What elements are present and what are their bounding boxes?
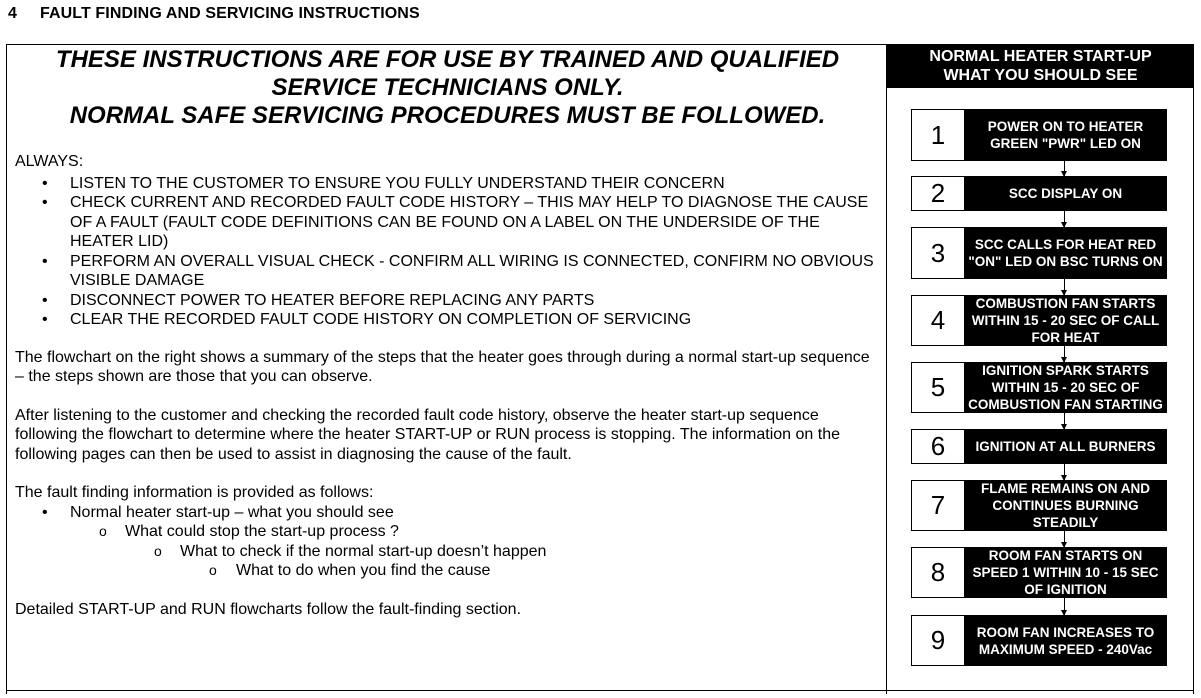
step-number: 8 — [912, 548, 965, 597]
fault-info-list — [15, 503, 880, 581]
column-divider — [886, 44, 887, 694]
warning-line-3: NORMAL SAFE SERVICING PROCEDURES MUST BE FOLLOWED. — [69, 102, 826, 129]
always-heading: ALWAYS: — [15, 153, 84, 170]
warning-line-2: SERVICE TECHNICIANS ONLY. — [271, 74, 624, 101]
flow-step-1 — [911, 109, 1167, 161]
step-text: POWER ON TO HEATER GREEN "PWR" LED ON — [965, 110, 1166, 160]
section-title: FAULT FINDING AND SERVICING INSTRUCTIONS — [40, 5, 420, 22]
step-text: ROOM FAN INCREASES TO MAXIMUM SPEED - 240Vac — [965, 616, 1166, 665]
step-number: 6 — [912, 430, 965, 463]
flow-arrow — [1064, 464, 1065, 480]
section-number: 4 — [8, 5, 17, 22]
flowchart-header — [887, 44, 1194, 88]
step-number: 1 — [912, 110, 965, 160]
step-number: 3 — [912, 228, 965, 278]
flow-step-2 — [911, 176, 1167, 211]
step-number: 5 — [912, 363, 965, 412]
flow-step-7 — [911, 480, 1167, 531]
step-text: SCC DISPLAY ON — [965, 177, 1166, 210]
flow-step-3 — [911, 227, 1167, 279]
paragraph-procedure: After listening to the customer and checking the recorded fault code history, observe the heater start-up sequence following the flowchart to determine where the heater START-UP or RUN process is stopping. The information on the following pages can then be used to assist in diagnosing the cause of the fault. — [15, 406, 840, 463]
step-text: COMBUSTION FAN STARTS WITHIN 15 - 20 SEC OF CALL FOR HEAT — [965, 296, 1166, 345]
fault-info-level-2: o What could stop the start-up process ? — [15, 522, 880, 542]
paragraph-flowchart-summary: The flowchart on the right shows a summary of the steps that the heater goes through during a normal start-up sequence – the steps shown are those that you can observe. — [15, 348, 870, 385]
step-text: FLAME REMAINS ON AND CONTINUES BURNING STEADILY — [965, 481, 1166, 530]
flow-step-4 — [911, 295, 1167, 346]
paragraph-detailed-flowcharts: Detailed START-UP and RUN flowcharts follow the fault-finding section. — [15, 600, 522, 618]
list-item: • LISTEN TO THE CUSTOMER TO ENSURE YOU FULLY UNDERSTAND THEIR CONCERN — [15, 174, 880, 194]
flow-arrow — [1064, 413, 1065, 429]
flow-arrow — [1064, 598, 1065, 615]
instructions-column — [15, 45, 880, 619]
flow-step-5 — [911, 362, 1167, 413]
always-section — [15, 152, 880, 330]
step-text: IGNITION SPARK STARTS WITHIN 15 - 20 SEC OF COMBUSTION FAN STARTING — [965, 363, 1166, 412]
flowchart-header-line-1: NORMAL HEATER START-UP — [929, 48, 1152, 65]
step-text: ROOM FAN STARTS ON SPEED 1 WITHIN 10 - 15 SEC OF IGNITION — [965, 548, 1166, 597]
always-list — [15, 174, 880, 330]
flow-step-8 — [911, 547, 1167, 598]
flow-arrow — [1064, 211, 1065, 227]
list-item: • CHECK CURRENT AND RECORDED FAULT CODE HISTORY – THIS MAY HELP TO DIAGNOSE THE CAUSE OF A FAULT (FAULT CODE DEFINITIONS CAN BE FOUND ON A LABEL ON THE UNDERSIDE OF THE HEATER LID) — [15, 193, 880, 252]
warning-line-1: THESE INSTRUCTIONS ARE FOR USE BY TRAINED AND QUALIFIED — [55, 46, 840, 73]
flow-arrow — [1064, 531, 1065, 547]
flow-step-9 — [911, 615, 1167, 666]
flow-step-6 — [911, 429, 1167, 464]
step-text: SCC CALLS FOR HEAT RED "ON" LED ON BSC TURNS ON — [965, 228, 1166, 278]
fault-info-level-1: • Normal heater start-up – what you should see — [15, 503, 880, 523]
step-number: 9 — [912, 616, 965, 665]
step-number: 4 — [912, 296, 965, 345]
step-text: IGNITION AT ALL BURNERS — [965, 430, 1166, 463]
fault-info-level-4: o What to do when you find the cause — [15, 561, 880, 581]
flow-arrow — [1064, 279, 1065, 295]
fault-info-level-3: o What to check if the normal start-up doesn’t happen — [15, 542, 880, 562]
flow-arrow — [1064, 161, 1065, 176]
list-item: • CLEAR THE RECORDED FAULT CODE HISTORY ON COMPLETION OF SERVICING — [15, 310, 880, 330]
section-heading — [8, 5, 420, 23]
list-item: • PERFORM AN OVERALL VISUAL CHECK - CONFIRM ALL WIRING IS CONNECTED, CONFIRM NO OBVIOUS VISIBLE DAMAGE — [15, 252, 880, 291]
flowchart-header-line-2: WHAT YOU SHOULD SEE — [943, 67, 1138, 84]
paragraph-fault-info-intro: The fault finding information is provided as follows: — [15, 484, 374, 501]
safety-warning — [15, 45, 880, 130]
step-number: 2 — [912, 177, 965, 210]
list-item: • DISCONNECT POWER TO HEATER BEFORE REPLACING ANY PARTS — [15, 291, 880, 311]
bottom-rule — [6, 690, 1194, 691]
step-number: 7 — [912, 481, 965, 530]
flow-arrow — [1064, 346, 1065, 362]
